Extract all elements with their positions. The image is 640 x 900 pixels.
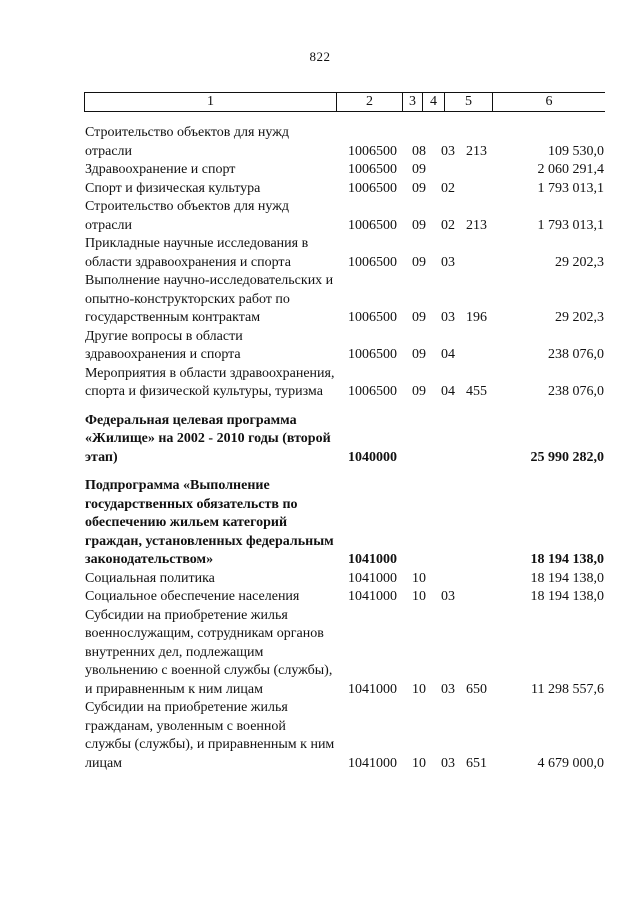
row-code: 1006500 [348, 384, 397, 399]
row-name: Подпрограмма «Выполнение государственных обязательств по обеспечению жильем категорий граждан, установленных федеральным законодательством» [85, 478, 334, 567]
row-name: Социальное обеспечение населения [85, 589, 300, 604]
row-amount: 2 060 291,4 [537, 162, 604, 177]
row-section: 09 [412, 310, 426, 325]
row-name: Выполнение научно-исследовательских и опытно-конструкторских работ по государственным контрактам [85, 273, 334, 325]
table-row [0, 570, 640, 589]
row-code: 1006500 [348, 310, 397, 325]
row-name: Социальная политика [85, 570, 215, 586]
row-amount: 4 679 000,0 [537, 755, 604, 771]
row-section: 09 [412, 254, 426, 270]
row-code: 1006500 [348, 347, 397, 362]
row-code: 1006500 [348, 162, 397, 177]
row-amount: 238 076,0 [548, 384, 604, 399]
row-name: Субсидии на приобретение жилья гражданам, уволенным с военной службы (службы), и приравненным к ним лицам [85, 700, 335, 771]
row-section: 09 [412, 217, 426, 233]
row-name: Спорт и физическая культура [85, 180, 261, 196]
row-name: Субсидии на приобретение жилья военнослужащим, сотрудникам органов внутренних дел, подлежащим увольнению с военной службы (службы), и приравненным к ним лицам [85, 607, 333, 697]
table-row [0, 161, 640, 180]
row-amount: 29 202,3 [555, 310, 604, 325]
table-row-program [0, 412, 640, 468]
row-name: Строительство объектов для нужд отрасли [85, 199, 290, 233]
row-section: 08 [412, 143, 426, 159]
page-number: 822 [309, 49, 331, 64]
row-section: 10 [412, 589, 426, 604]
row-code: 1006500 [348, 217, 397, 233]
row-code: 1041000 [348, 755, 397, 771]
row-amount: 109 530,0 [548, 143, 604, 159]
header-col-1: 1 [85, 93, 337, 111]
row-amount: 29 202,3 [555, 254, 604, 270]
table-row [0, 235, 640, 272]
row-subsection: 03 [441, 681, 455, 697]
row-amount: 18 194 138,0 [530, 589, 604, 604]
row-subsection: 03 [441, 143, 455, 159]
header-col-3: 3 [403, 93, 423, 111]
row-code: 1041000 [348, 570, 397, 586]
row-amount: 1 793 013,1 [537, 180, 604, 196]
header-col-2: 2 [337, 93, 403, 111]
header-col-4: 4 [423, 93, 445, 111]
row-subsection: 03 [441, 755, 455, 771]
row-subsection: 03 [441, 254, 455, 270]
table-row [0, 699, 640, 773]
row-amount: 18 194 138,0 [530, 570, 604, 586]
header-col-5: 5 [445, 93, 493, 111]
table-body [0, 124, 640, 773]
row-section: 10 [412, 681, 426, 697]
row-name: Строительство объектов для нужд отрасли [85, 125, 290, 159]
row-subsection: 04 [441, 384, 455, 399]
table-row [0, 365, 640, 402]
table-row [0, 588, 640, 607]
row-code: 1040000 [348, 449, 397, 465]
row-amount: 238 076,0 [548, 347, 604, 362]
row-amount: 25 990 282,0 [530, 449, 604, 465]
row-code: 1006500 [348, 143, 397, 159]
row-name: Федеральная целевая программа «Жилище» на 2002 - 2010 годы (второй этап) [85, 412, 331, 465]
row-name: Здравоохранение и спорт [85, 162, 236, 177]
row-subsection: 02 [441, 217, 455, 233]
row-section: 10 [412, 755, 426, 771]
row-expense-type: 196 [466, 310, 487, 325]
row-section: 09 [412, 384, 426, 399]
table-row [0, 180, 640, 199]
table-row [0, 328, 640, 365]
table-row [0, 124, 640, 161]
row-amount: 1 793 013,1 [537, 217, 604, 233]
row-section: 09 [412, 347, 426, 362]
row-name: Мероприятия в области здравоохранения, спорта и физической культуры, туризма [85, 365, 335, 399]
row-name: Прикладные научные исследования в области здравоохранения и спорта [85, 236, 309, 270]
row-code: 1041000 [348, 589, 397, 604]
row-expense-type: 650 [466, 681, 487, 697]
row-expense-type: 651 [466, 755, 487, 771]
row-subsection: 03 [441, 589, 455, 604]
header-col-6: 6 [545, 94, 553, 109]
row-code: 1006500 [348, 254, 397, 270]
table-header [84, 92, 605, 112]
table-row [0, 198, 640, 235]
row-expense-type: 213 [466, 217, 487, 233]
row-amount: 18 194 138,0 [530, 552, 604, 567]
table-row [0, 272, 640, 328]
row-section: 09 [412, 162, 426, 177]
table-row [0, 607, 640, 700]
row-expense-type: 455 [466, 384, 487, 399]
row-subsection: 02 [441, 180, 455, 196]
row-subsection: 03 [441, 310, 455, 325]
table-row-subprogram [0, 477, 640, 570]
row-code: 1041000 [348, 552, 397, 567]
row-code: 1006500 [348, 180, 397, 196]
row-section: 10 [412, 570, 426, 586]
row-name: Другие вопросы в области здравоохранения и спорта [85, 328, 243, 362]
row-amount: 11 298 557,6 [531, 681, 604, 697]
row-section: 09 [412, 180, 426, 196]
row-code: 1041000 [348, 681, 397, 697]
row-expense-type: 213 [466, 143, 487, 159]
row-subsection: 04 [441, 347, 455, 362]
